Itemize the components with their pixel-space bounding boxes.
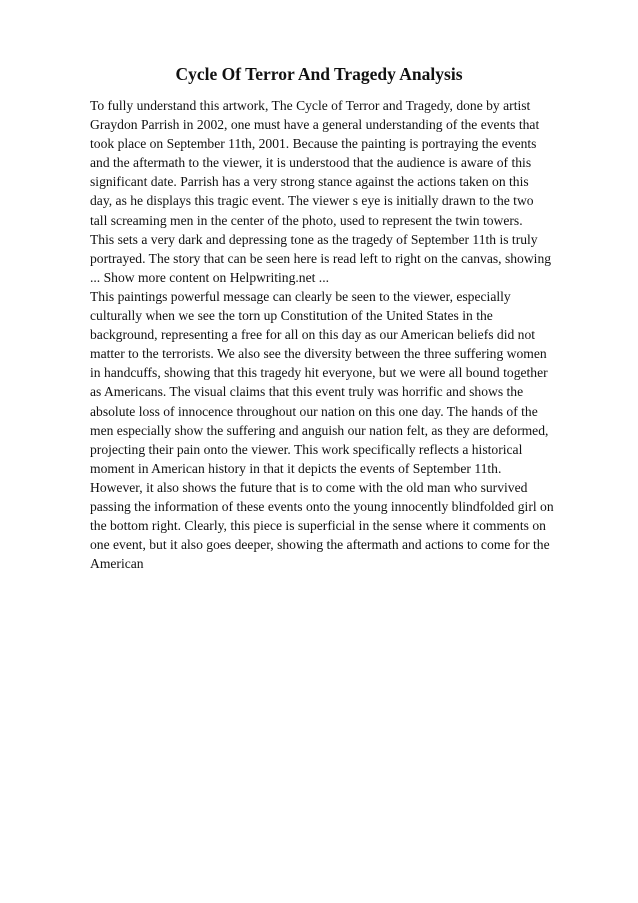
page-title: Cycle Of Terror And Tragedy Analysis — [175, 64, 463, 84]
text-line: This paintings powerful message can clearly be seen to the viewer, especially — [90, 288, 511, 304]
text-line: moment in American history in that it depicts the events of September 11th. — [90, 460, 502, 476]
text-line: This sets a very dark and depressing tone as the tragedy of September 11th is truly — [90, 231, 538, 247]
text-line: projecting their pain onto the viewer. This work specifically reflects a historical — [90, 441, 523, 457]
text-line: the bottom right. Clearly, this piece is superficial in the sense where it comments on — [90, 518, 546, 534]
text-line: in handcuffs, showing that this tragedy hit everyone, but we were all bound together — [90, 365, 548, 381]
text-line: matter to the terrorists. We also see the diversity between the three suffering women — [90, 346, 547, 362]
text-line: American — [90, 556, 144, 572]
article-body — [90, 96, 610, 573]
text-line: took place on September 11th, 2001. Because the painting is portraying the events — [90, 136, 537, 152]
text-line: passing the information of these events onto the young innocently blindfolded girl on — [90, 498, 554, 514]
text-line: and the aftermath to the viewer, it is understood that the audience is aware of this — [90, 155, 532, 171]
text-line: Graydon Parrish in 2002, one must have a general understanding of the events that — [90, 117, 540, 133]
text-line: culturally when we see the torn up Constitution of the United States in the — [90, 308, 493, 324]
text-line: men especially show the suffering and anguish our nation felt, as they are deformed, — [90, 422, 549, 438]
text-line: significant date. Parrish has a very strong stance against the actions taken on this — [90, 174, 529, 190]
text-line: background, representing a free for all on this day as our American beliefs did not — [90, 327, 536, 343]
text-line: To fully understand this artwork, The Cycle of Terror and Tragedy, done by artist — [90, 98, 531, 113]
text-line: one event, but it also goes deeper, showing the aftermath and actions to come for the — [90, 537, 550, 553]
show-more-link[interactable]: ... Show more content on Helpwriting.net ... — [90, 269, 329, 285]
text-line: day, as he displays this tragic event. The viewer s eye is initially drawn to the two — [90, 193, 534, 209]
text-line: absolute loss of innocence throughout our nation on this one day. The hands of the — [90, 403, 538, 419]
text-line: tall screaming men in the center of the photo, used to represent the twin towers. — [90, 212, 523, 228]
text-line: portrayed. The story that can be seen here is read left to right on the canvas, showing — [90, 250, 552, 266]
text-line: However, it also shows the future that is to come with the old man who survived — [90, 479, 528, 495]
text-line: as Americans. The visual claims that this event truly was horrific and shows the — [90, 384, 524, 400]
